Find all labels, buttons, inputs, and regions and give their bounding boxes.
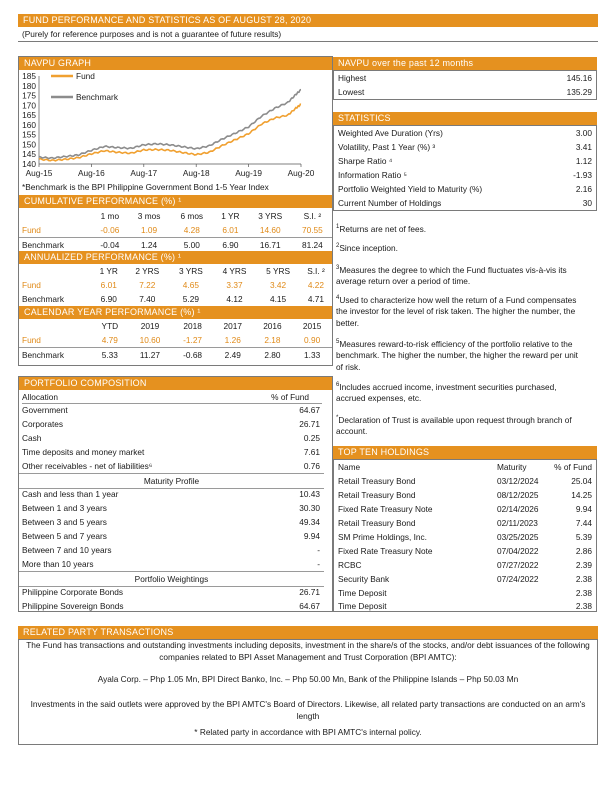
navpu12-header	[333, 57, 597, 70]
weighting-value: 64.67	[299, 601, 320, 611]
maturity-row	[19, 529, 324, 543]
column-header: % of Fund	[554, 462, 592, 472]
table-cell: 10.60	[139, 335, 161, 345]
annualized-table	[19, 264, 332, 306]
footnote	[336, 337, 584, 373]
holding-maturity: 03/12/2024	[497, 476, 539, 486]
table-cell: 81.24	[301, 240, 323, 250]
table-cell: 6.01	[100, 280, 117, 290]
lowest-value: 135.29	[566, 87, 592, 97]
table-cell: 7.22	[139, 280, 156, 290]
footnote	[336, 413, 584, 438]
y-tick-label: 170	[22, 100, 36, 111]
table-header-row	[19, 209, 332, 223]
cumulative-title: CUMULATIVE PERFORMANCE (%) ¹	[24, 196, 182, 206]
stat-value: -1.93	[573, 170, 592, 180]
table-row	[19, 238, 332, 253]
x-tick-label: Aug-17	[130, 168, 158, 178]
stat-value: 3.41	[575, 142, 592, 152]
holding-maturity: 07/04/2022	[497, 546, 539, 556]
related-paragraph-4: * Related party in accordance with BPI AMTC's internal policy.	[194, 727, 422, 737]
allocation-value: 26.71	[299, 419, 320, 429]
page-header	[18, 14, 598, 27]
stat-row	[334, 182, 596, 196]
highest-label: Highest	[338, 73, 367, 83]
weighting-label: Philippine Corporate Bonds	[22, 587, 124, 597]
holding-pct: 2.38	[575, 574, 592, 584]
y-tick-label: 160	[22, 119, 36, 130]
navpu12-title: NAVPU over the past 12 months	[338, 58, 474, 68]
table-row	[19, 278, 332, 292]
allocation-value: 64.67	[299, 405, 320, 415]
footnote-marker: 3	[336, 265, 340, 271]
table-cell: 2.18	[264, 335, 281, 345]
column-header: 2019	[140, 321, 160, 331]
footnote-marker: 5	[336, 339, 340, 345]
stat-row	[334, 154, 596, 168]
pct-heading: % of Fund	[271, 392, 309, 402]
holding-name: Security Bank	[338, 574, 390, 584]
holding-name: Retail Treasury Bond	[338, 490, 416, 500]
table-cell: 2.49	[224, 350, 241, 360]
y-tick-label: 155	[22, 129, 36, 140]
table-row	[19, 348, 332, 363]
calendar-title: CALENDAR YEAR PERFORMANCE (%) ¹	[24, 307, 201, 317]
maturity-value: 30.30	[299, 503, 320, 513]
row-label: Benchmark	[22, 350, 64, 360]
holding-name: RCBC	[338, 560, 362, 570]
holding-pct: 2.39	[575, 560, 592, 570]
related-paragraph-1: The Fund has transactions and outstanding investments including deposits, investment in the share/s of the stocks, and/or debt issuances of the following companies related to BPI Asset Management and Trust Corporation (BPI AMTC):	[26, 640, 590, 662]
table-cell: 4.28	[183, 225, 200, 235]
column-header: 4 YRS	[222, 266, 247, 276]
holding-maturity: 08/12/2025	[497, 490, 539, 500]
maturity-row	[19, 515, 324, 529]
holding-pct: 5.39	[575, 532, 592, 542]
table-cell: 3.37	[226, 280, 243, 290]
holding-name: Time Deposit	[338, 588, 387, 598]
navpu12-box	[333, 70, 597, 100]
maturity-row	[19, 543, 324, 557]
table-header-row	[19, 319, 332, 333]
portfolio-weightings-heading: Portfolio Weightings	[19, 571, 324, 587]
table-cell: -1.27	[183, 335, 203, 345]
maturity-label: Between 5 and 7 years	[22, 531, 107, 541]
top-ten-title: TOP TEN HOLDINGS	[338, 447, 430, 457]
holding-name: Retail Treasury Bond	[338, 518, 416, 528]
stat-row	[334, 196, 596, 210]
stat-value: 30	[582, 198, 592, 208]
holding-maturity: 03/25/2025	[497, 532, 539, 542]
cumulative-table	[19, 209, 332, 252]
stat-value: 2.16	[575, 184, 592, 194]
holding-pct: 7.44	[575, 518, 592, 528]
table-cell: 1.26	[224, 335, 241, 345]
stat-label: Volatility, Past 1 Year (%) ³	[338, 142, 436, 152]
maturity-value: -	[317, 559, 320, 569]
table-cell: 1.33	[304, 350, 321, 360]
navpu-graph-header	[19, 57, 332, 70]
allocation-head-row	[19, 390, 324, 404]
column-header	[19, 264, 92, 278]
maturity-value: 9.94	[303, 531, 320, 541]
column-header: 3 YRS	[178, 266, 203, 276]
table-cell: 4.22	[307, 280, 325, 290]
x-tick-label: Aug-19	[235, 168, 262, 178]
calendar-header	[19, 306, 332, 319]
row-label: Fund	[22, 280, 41, 290]
table-cell: 3.42	[270, 280, 287, 290]
y-tick-label: 180	[22, 80, 36, 91]
table-cell: 6.90	[222, 240, 239, 250]
footnote-text: Since inception.	[339, 242, 398, 253]
allocation-value: 0.76	[303, 461, 320, 471]
navpu-chart	[19, 70, 332, 188]
row-label: Fund	[22, 335, 41, 345]
holding-name: Fixed Rate Treasury Note	[338, 546, 433, 556]
allocation-value: 0.25	[303, 433, 320, 443]
allocation-label: Corporates	[22, 419, 64, 429]
stat-row	[334, 168, 596, 182]
annualized-title: ANNUALIZED PERFORMANCE (%) ¹	[24, 252, 182, 262]
table-cell: 4.12	[226, 294, 243, 304]
maturity-value: -	[317, 545, 320, 555]
table-cell: 5.33	[101, 350, 118, 360]
table-cell: 70.55	[301, 225, 323, 235]
allocation-heading: Allocation	[22, 392, 58, 402]
stat-label: Portfolio Weighted Yield to Maturity (%)	[338, 184, 483, 194]
row-label: Benchmark	[22, 294, 64, 304]
holding-maturity: 07/27/2022	[497, 560, 539, 570]
maturity-label: Between 1 and 3 years	[22, 503, 107, 513]
holding-pct: 2.38	[575, 601, 592, 611]
x-tick-label: Aug-20	[287, 168, 315, 178]
weighting-row	[19, 585, 324, 599]
allocation-label: Cash	[22, 433, 42, 443]
stat-label: Weighted Ave Duration (Yrs)	[338, 128, 443, 138]
holding-pct: 14.25	[571, 490, 592, 500]
column-header: 6 mos	[180, 211, 204, 221]
holding-name: Retail Treasury Bond	[338, 476, 416, 486]
stat-value: 1.12	[575, 156, 592, 166]
table-cell: 1.09	[141, 225, 158, 235]
allocation-label: Government	[22, 405, 68, 415]
table-cell: 5.00	[183, 240, 200, 250]
footnote-marker: 4	[336, 295, 340, 301]
footnote	[336, 380, 584, 405]
y-tick-label: 150	[22, 139, 36, 150]
y-tick-label: 140	[22, 159, 36, 169]
allocation-value: 7.61	[303, 447, 320, 457]
related-title: RELATED PARTY TRANSACTIONS	[23, 627, 174, 637]
y-tick-label: 175	[22, 90, 36, 101]
footnote-text: Includes accrued income, investment securities purchased, accrued expenses, etc.	[336, 381, 557, 404]
maturity-label: Cash and less than 1 year	[22, 489, 119, 499]
statistics-box	[333, 125, 597, 211]
top-ten-box	[333, 459, 597, 612]
maturity-row	[19, 557, 324, 571]
footnote-marker: 1	[336, 224, 340, 230]
maturity-profile-heading: Maturity Profile	[19, 473, 324, 489]
y-tick-label: 165	[22, 110, 36, 121]
top-ten-header	[333, 446, 597, 459]
maturity-row	[19, 501, 324, 515]
column-header: S.I. ²	[307, 266, 325, 276]
stat-row	[334, 140, 596, 154]
table-cell: 14.60	[259, 225, 281, 235]
column-header: 2 YRS	[135, 266, 160, 276]
column-header: S.I. ²	[303, 211, 322, 221]
x-tick-label: Aug-18	[182, 168, 210, 178]
footnote-text: Measures reward-to-risk efficiency of the portfolio relative to the benchmark. The higher the number, the higher the reward per unit of risk.	[336, 338, 578, 372]
table-cell: 6.90	[100, 294, 117, 304]
legend-benchmark-label: Benchmark	[76, 92, 118, 102]
footnote	[336, 293, 584, 329]
column-header	[19, 319, 92, 333]
holding-pct: 2.86	[575, 546, 592, 556]
footnote-marker: 6	[336, 382, 340, 388]
lowest-label: Lowest	[338, 87, 365, 97]
table-cell: 4.71	[307, 294, 325, 304]
related-header	[18, 626, 598, 639]
column-header: 2018	[183, 321, 202, 331]
allocation-row	[19, 431, 324, 445]
highest-row	[334, 71, 596, 85]
column-header: Maturity	[497, 462, 527, 472]
footnote-text: Used to characterize how well the return of a Fund compensates the investor for the level of risk taken. The higher the number, the better.	[336, 294, 577, 328]
holding-name: Fixed Rate Treasury Note	[338, 504, 433, 514]
y-tick-label: 185	[22, 71, 36, 81]
table-row	[19, 292, 332, 306]
table-cell: 11.27	[139, 350, 161, 360]
allocation-row	[19, 417, 324, 431]
column-header: Name	[338, 462, 361, 472]
column-header: 3 mos	[137, 211, 161, 221]
x-tick-label: Aug-15	[25, 168, 53, 178]
allocation-row	[19, 445, 324, 459]
holding-pct: 9.94	[575, 504, 592, 514]
weighting-value: 26.71	[299, 587, 320, 597]
column-header: 2015	[302, 321, 322, 331]
table-cell: -0.06	[100, 225, 120, 235]
annualized-header	[19, 251, 332, 264]
stat-value: 3.00	[575, 128, 592, 138]
column-header: 1 YR	[221, 211, 240, 221]
table-cell: -0.04	[100, 240, 120, 250]
x-tick-label: Aug-16	[78, 168, 105, 178]
footnote	[336, 263, 584, 288]
column-header: 3 YRS	[258, 211, 283, 221]
column-header: 5 YRS	[266, 266, 291, 276]
legend-fund-label: Fund	[76, 71, 95, 81]
table-cell: 16.71	[259, 240, 281, 250]
allocation-row	[19, 459, 324, 473]
footnote-text: Returns are net of fees.	[339, 223, 427, 234]
y-tick-label: 145	[22, 149, 36, 160]
page-title: FUND PERFORMANCE AND STATISTICS AS OF AUGUST 28, 2020	[23, 15, 312, 25]
related-paragraph-3: Investments in the said outlets were approved by the BPI AMTC's Board of Directors. Likewise, all related party transactions are conducted on an arm's length	[30, 699, 586, 721]
fund-series-line	[39, 104, 301, 161]
footnote-marker: 2	[336, 243, 340, 249]
holding-maturity: 07/24/2022	[497, 574, 539, 584]
maturity-label: More than 10 years	[22, 559, 94, 569]
maturity-label: Between 3 and 5 years	[22, 517, 107, 527]
holding-name: Time Deposit	[338, 601, 387, 611]
holding-pct: 25.04	[571, 476, 592, 486]
subtitle-rule	[18, 41, 598, 42]
calendar-table	[19, 319, 332, 362]
weighting-row	[19, 599, 324, 613]
stat-label: Current Number of Holdings	[338, 198, 442, 208]
lowest-row	[334, 85, 596, 99]
stat-row	[334, 126, 596, 140]
footnote-text: Declaration of Trust is available upon request through branch of account.	[336, 414, 572, 437]
statistics-header	[333, 112, 597, 125]
table-cell: 5.29	[182, 294, 199, 304]
table-cell: 4.15	[270, 294, 287, 304]
table-header-row	[19, 264, 332, 278]
row-label: Benchmark	[22, 240, 64, 250]
table-cell: -0.68	[183, 350, 203, 360]
cumulative-header	[19, 195, 332, 208]
column-header: 1 mo	[100, 211, 120, 221]
portfolio-title: PORTFOLIO COMPOSITION	[24, 378, 147, 388]
table-cell: 6.01	[222, 225, 239, 235]
column-header: 2017	[223, 321, 242, 331]
allocation-label: Other receivables - net of liabilities⁶	[22, 461, 153, 471]
stat-label: Information Ratio ⁵	[338, 170, 407, 180]
footnote-text: Measures the degree to which the Fund fluctuates vis-à-vis its average return over a period of time.	[336, 264, 567, 287]
statistics-title: STATISTICS	[338, 113, 391, 123]
column-header: 1 YR	[99, 266, 118, 276]
benchmark-note: *Benchmark is the BPI Philippine Government Bond 1-5 Year Index	[22, 182, 269, 192]
maturity-value: 49.34	[299, 517, 320, 527]
maturity-value: 10.43	[299, 489, 320, 499]
holding-name: SM Prime Holdings, Inc.	[338, 532, 427, 542]
table-cell: 4.65	[182, 280, 199, 290]
stat-label: Sharpe Ratio ⁴	[338, 156, 393, 166]
table-cell: 4.79	[101, 335, 118, 345]
table-cell: 1.24	[141, 240, 158, 250]
maturity-label: Between 7 and 10 years	[22, 545, 112, 555]
column-header: 2016	[263, 321, 282, 331]
footnote-marker: *	[336, 415, 339, 421]
footnote	[336, 241, 584, 254]
navpu-graph-title: NAVPU GRAPH	[24, 58, 92, 68]
allocation-label: Time deposits and money market	[22, 447, 145, 457]
table-cell: 2.80	[264, 350, 281, 360]
table-row	[19, 223, 332, 238]
maturity-row	[19, 487, 324, 501]
weighting-label: Philippine Sovereign Bonds	[22, 601, 124, 611]
table-row	[19, 333, 332, 348]
row-label: Fund	[22, 225, 41, 235]
footnote	[336, 222, 584, 235]
allocation-row	[19, 403, 324, 417]
related-paragraph-2: Ayala Corp. – Php 1.05 Mn, BPI Direct Banko, Inc. – Php 50.00 Mn, Bank of the Philippine Islands – Php 50.03 Mn	[97, 674, 519, 684]
column-header: YTD	[101, 321, 119, 331]
holding-pct: 2.38	[575, 588, 592, 598]
column-header	[19, 209, 92, 223]
holding-maturity: 02/11/2023	[497, 518, 538, 528]
page-subtitle: (Purely for reference purposes and is not a guarantee of future results)	[22, 29, 282, 39]
table-cell: 0.90	[304, 335, 321, 345]
holding-maturity: 02/14/2026	[497, 504, 539, 514]
highest-value: 145.16	[566, 73, 592, 83]
table-cell: 7.40	[139, 294, 156, 304]
